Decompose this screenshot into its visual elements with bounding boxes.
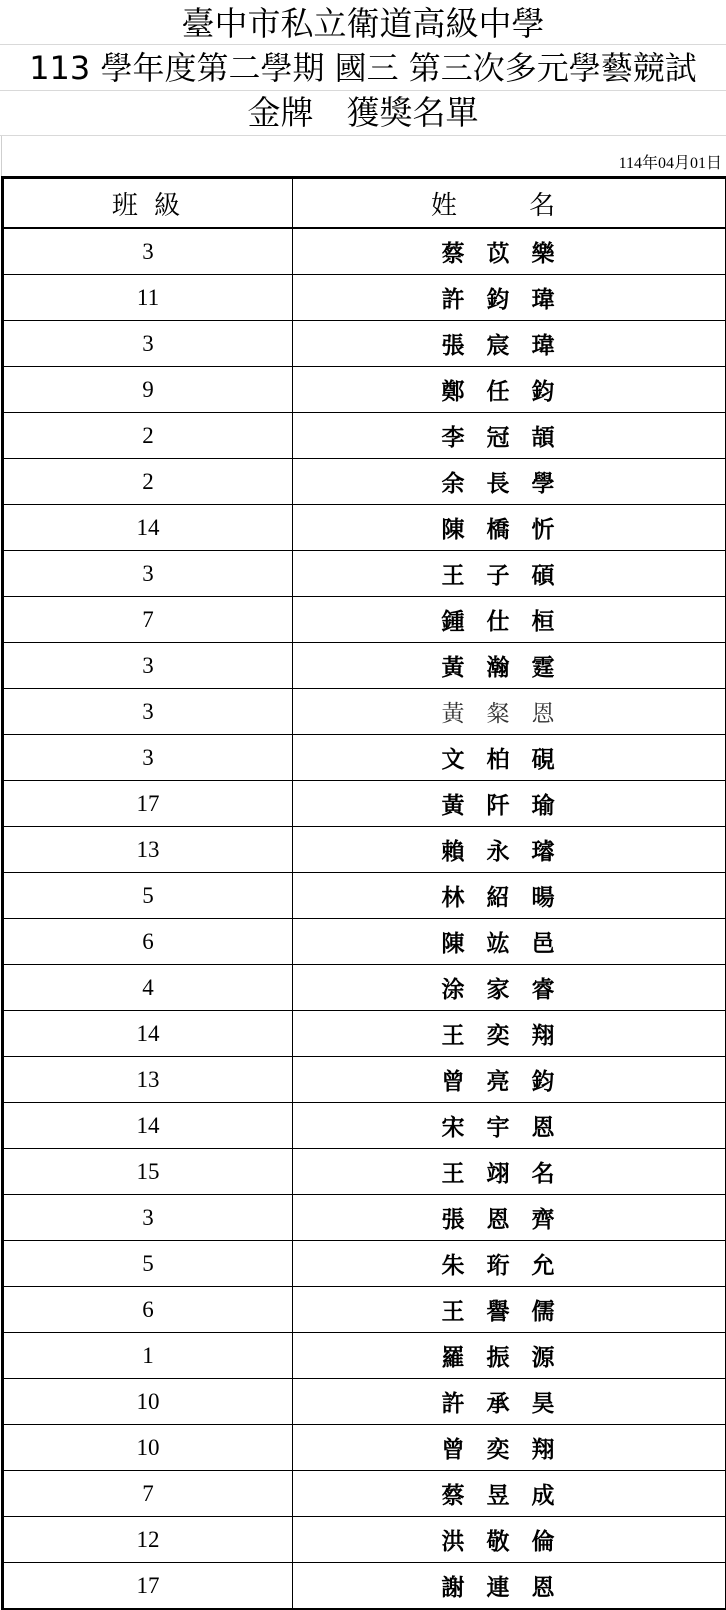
- table-row: [3, 275, 726, 321]
- table-row: [3, 459, 726, 505]
- student-name-cell: 黃瀚霆: [293, 643, 726, 689]
- class-cell: 15: [3, 1149, 293, 1195]
- student-name-cell: 陳橋忻: [293, 505, 726, 551]
- class-cell: 3: [3, 551, 293, 597]
- table-row: [3, 827, 726, 873]
- student-name-cell: 張恩齊: [293, 1195, 726, 1241]
- exam-title: 113 學年度第二學期 國三 第三次多元學藝競試: [0, 45, 726, 91]
- table-row: [3, 321, 726, 367]
- student-name-cell: 余長學: [293, 459, 726, 505]
- student-name-cell: 鍾仕桓: [293, 597, 726, 643]
- class-cell: 12: [3, 1517, 293, 1563]
- class-cell: 5: [3, 873, 293, 919]
- table-row: [3, 1011, 726, 1057]
- table-row: [3, 1563, 726, 1610]
- student-name-cell: 宋宇恩: [293, 1103, 726, 1149]
- table-row: [3, 1517, 726, 1563]
- student-name-cell: 羅振源: [293, 1333, 726, 1379]
- student-name-cell: 林紹暘: [293, 873, 726, 919]
- table-row: [3, 919, 726, 965]
- table-row: [3, 735, 726, 781]
- class-cell: 14: [3, 505, 293, 551]
- table-row: [3, 367, 726, 413]
- left-divider: [1, 136, 2, 176]
- class-cell: 3: [3, 228, 293, 275]
- table-row: [3, 551, 726, 597]
- table-row: [3, 1471, 726, 1517]
- student-name-cell: 賴永璿: [293, 827, 726, 873]
- issue-date: 114年04月01日: [619, 136, 722, 176]
- class-cell: 3: [3, 689, 293, 735]
- student-name-cell: 王子碩: [293, 551, 726, 597]
- class-cell: 17: [3, 781, 293, 827]
- document-header: [0, 0, 726, 136]
- student-name-cell: 王譽儒: [293, 1287, 726, 1333]
- class-cell: 2: [3, 459, 293, 505]
- student-name-cell: 王奕翔: [293, 1011, 726, 1057]
- student-name-cell: 涂家睿: [293, 965, 726, 1011]
- student-name-cell: 黃阡瑜: [293, 781, 726, 827]
- student-name-cell: 許承昊: [293, 1379, 726, 1425]
- class-cell: 10: [3, 1425, 293, 1471]
- table-row: [3, 1425, 726, 1471]
- table-row: [3, 597, 726, 643]
- table-row: [3, 1333, 726, 1379]
- table-row: [3, 873, 726, 919]
- class-cell: 7: [3, 1471, 293, 1517]
- student-name-cell: 朱珩允: [293, 1241, 726, 1287]
- name-column-header: 姓 名: [293, 178, 726, 229]
- student-name-cell: 王翊名: [293, 1149, 726, 1195]
- class-cell: 5: [3, 1241, 293, 1287]
- table-row: [3, 505, 726, 551]
- class-cell: 1: [3, 1333, 293, 1379]
- table-row: [3, 1241, 726, 1287]
- class-cell: 13: [3, 827, 293, 873]
- roster-body: [3, 228, 726, 1609]
- student-name-cell: 蔡苡樂: [293, 228, 726, 275]
- class-cell: 3: [3, 643, 293, 689]
- student-name-cell: 李冠頡: [293, 413, 726, 459]
- table-row: [3, 1379, 726, 1425]
- student-name-cell: 陳竑邑: [293, 919, 726, 965]
- class-cell: 6: [3, 1287, 293, 1333]
- class-cell: 6: [3, 919, 293, 965]
- table-row: [3, 413, 726, 459]
- class-cell: 3: [3, 1195, 293, 1241]
- student-name-cell: 洪敬倫: [293, 1517, 726, 1563]
- table-row: [3, 1149, 726, 1195]
- class-cell: 14: [3, 1103, 293, 1149]
- table-row: [3, 228, 726, 275]
- class-cell: 11: [3, 275, 293, 321]
- class-cell: 10: [3, 1379, 293, 1425]
- class-cell: 17: [3, 1563, 293, 1610]
- student-name-cell: 文柏硯: [293, 735, 726, 781]
- award-title: 金牌 獲獎名單: [0, 91, 726, 136]
- school-title: 臺中市私立衛道高級中學: [0, 0, 726, 45]
- student-name-cell: 許鈞瑋: [293, 275, 726, 321]
- class-cell: 9: [3, 367, 293, 413]
- class-cell: 2: [3, 413, 293, 459]
- student-name-cell: 張宸瑋: [293, 321, 726, 367]
- class-cell: 4: [3, 965, 293, 1011]
- table-row: [3, 643, 726, 689]
- student-name-cell: 鄭任鈞: [293, 367, 726, 413]
- class-cell: 7: [3, 597, 293, 643]
- table-row: [3, 1287, 726, 1333]
- table-row: [3, 1195, 726, 1241]
- student-name-cell: 蔡昱成: [293, 1471, 726, 1517]
- student-name-cell: 謝連恩: [293, 1563, 726, 1610]
- class-cell: 14: [3, 1011, 293, 1057]
- class-cell: 13: [3, 1057, 293, 1103]
- student-name-cell: 黃粲恩: [293, 689, 726, 735]
- table-row: [3, 1057, 726, 1103]
- student-name-cell: 曾亮鈞: [293, 1057, 726, 1103]
- award-roster-table: [1, 176, 726, 1610]
- class-cell: 3: [3, 735, 293, 781]
- table-row: [3, 965, 726, 1011]
- class-column-header: 班 級: [3, 178, 293, 229]
- student-name-cell: 曾奕翔: [293, 1425, 726, 1471]
- table-row: [3, 689, 726, 735]
- table-row: [3, 781, 726, 827]
- class-cell: 3: [3, 321, 293, 367]
- table-header-row: [3, 178, 726, 229]
- table-row: [3, 1103, 726, 1149]
